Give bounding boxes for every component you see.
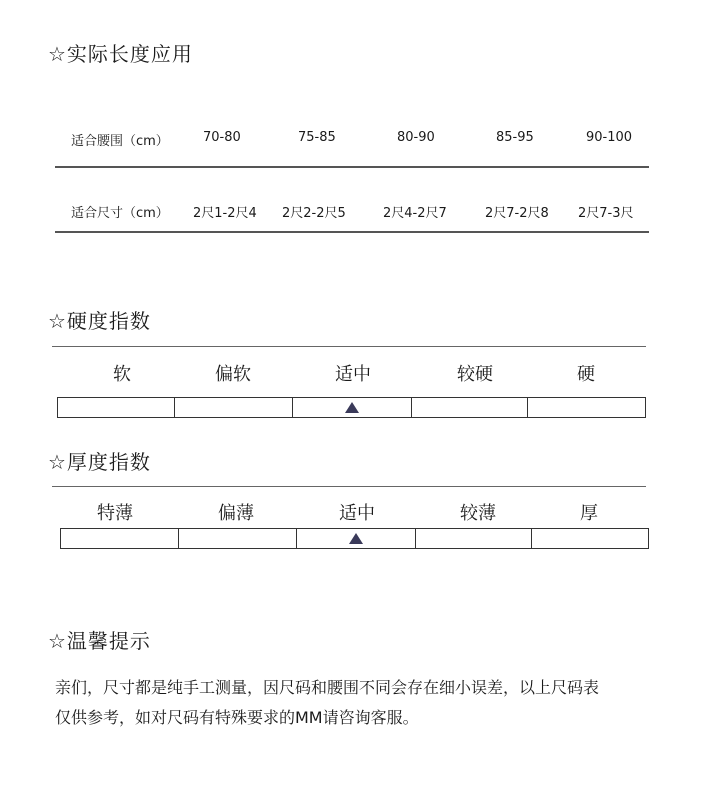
thickness-cell-selected: [297, 529, 416, 548]
hardness-cell-selected: [293, 398, 412, 417]
size-table-divider: [55, 166, 649, 168]
thickness-cell: [416, 529, 532, 548]
size-value: 2尺1-2尺4: [193, 206, 257, 221]
thickness-cell: [61, 529, 179, 548]
thickness-cell: [532, 529, 648, 548]
thickness-scale-bar: [60, 528, 649, 549]
hardness-cell: [58, 398, 175, 417]
size-value: 2尺7-2尺8: [485, 206, 549, 221]
hardness-label-slightly-soft: 偏软: [215, 364, 251, 385]
thickness-label-thick: 厚: [580, 503, 598, 524]
hardness-cell: [175, 398, 293, 417]
waist-row: [55, 118, 649, 158]
thickness-label-medium: 适中: [339, 503, 375, 524]
thickness-label-thinner: 较薄: [460, 503, 496, 524]
hardness-scale-bar: [57, 397, 646, 418]
hardness-label-hard: 硬: [577, 364, 595, 385]
tips-section-title: ☆温馨提示: [48, 629, 151, 653]
waist-value: 90-100: [586, 130, 633, 145]
size-value: 2尺4-2尺7: [383, 206, 447, 221]
hardness-label-soft: 软: [113, 364, 131, 385]
waist-value: 80-90: [397, 130, 435, 145]
size-table: [55, 110, 649, 240]
thickness-cell: [179, 529, 297, 548]
thickness-label-ultra-thin: 特薄: [97, 503, 133, 524]
size-row-label: 适合尺寸（cm）: [71, 206, 169, 221]
hardness-section-title: ☆硬度指数: [48, 309, 151, 333]
triangle-marker-icon: [349, 533, 363, 544]
thickness-section-title: ☆厚度指数: [48, 450, 151, 474]
hardness-label-medium: 适中: [335, 364, 371, 385]
size-value: 2尺2-2尺5: [282, 206, 346, 221]
tips-text-line-2: 仅供参考，如对尺码有特殊要求的MM请咨询客服。: [55, 708, 419, 727]
size-value: 2尺7-3尺: [578, 206, 634, 221]
size-table-bottom-rule: [55, 231, 649, 233]
waist-value: 85-95: [496, 130, 534, 145]
waist-value: 75-85: [298, 130, 336, 145]
waist-row-label: 适合腰围（cm）: [71, 134, 169, 149]
triangle-marker-icon: [345, 402, 359, 413]
hardness-cell: [528, 398, 645, 417]
waist-value: 70-80: [203, 130, 241, 145]
hardness-top-rule: [52, 346, 646, 347]
size-row: [55, 190, 649, 230]
tips-text-line-1: 亲们，尺寸都是纯手工测量，因尺码和腰围不同会存在细小误差，以上尺码表: [55, 678, 600, 697]
thickness-label-thin: 偏薄: [218, 503, 254, 524]
size-section-title: ☆实际长度应用: [48, 42, 193, 66]
hardness-cell: [412, 398, 528, 417]
thickness-top-rule: [52, 486, 646, 487]
hardness-label-harder: 较硬: [457, 364, 493, 385]
